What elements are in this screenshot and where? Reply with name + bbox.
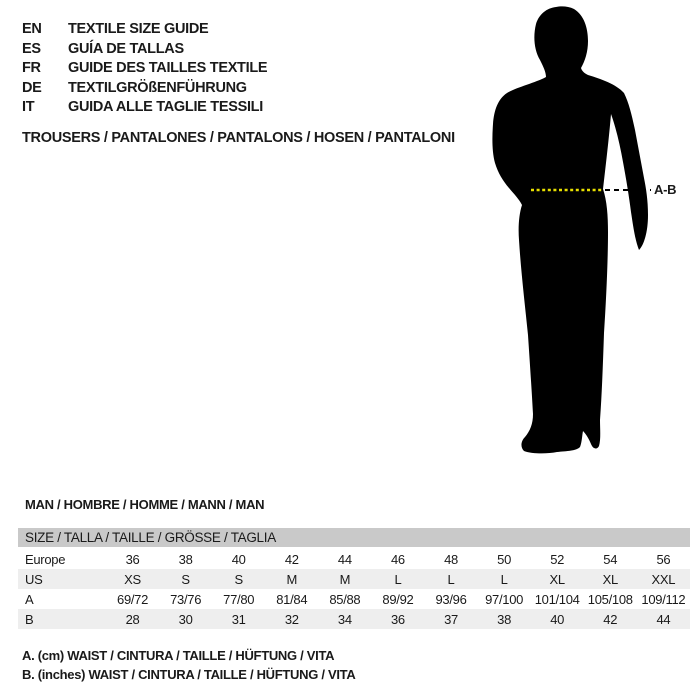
size-value: XL [531, 569, 584, 589]
footnotes [22, 647, 355, 684]
size-value: 77/80 [223, 591, 255, 607]
size-value: 38 [478, 609, 531, 629]
size-table-row-b [18, 609, 690, 629]
size-value: 42 [284, 551, 299, 567]
size-value: 32 [265, 609, 318, 629]
size-value: 40 [231, 551, 246, 567]
footnote-a: A. (cm) WAIST / CINTURA / TAILLE / HÜFTUNG / VITA [22, 648, 335, 663]
language-title: TEXTILE SIZE GUIDE [68, 21, 209, 37]
size-value: 38 [178, 551, 193, 567]
size-value: 109/112 [641, 591, 686, 607]
size-table [18, 528, 690, 629]
language-title: TEXTILGRÖßENFÜHRUNG [68, 79, 247, 96]
size-value: 28 [106, 609, 159, 629]
measure-label-ab: A-B [654, 182, 677, 197]
size-value: XL [584, 569, 637, 589]
size-value: 42 [584, 609, 637, 629]
row-label: B [18, 609, 106, 629]
size-value: S [212, 569, 265, 589]
size-value: L [424, 569, 477, 589]
size-table-row-a [18, 589, 690, 609]
footnote-b: B. (inches) WAIST / CINTURA / TAILLE / HÜFTUNG / VITA [22, 666, 356, 682]
size-value: 85/88 [329, 591, 361, 607]
size-value: 89/92 [382, 591, 414, 607]
size-value: 97/100 [485, 591, 524, 607]
size-value: 105/108 [587, 591, 633, 607]
size-value: XS [106, 569, 159, 589]
size-table-header: SIZE / TALLA / TAILLE / GRÖSSE / TAGLIA [18, 528, 690, 548]
size-value: 40 [531, 609, 584, 629]
language-list [22, 20, 267, 118]
section-title-man: MAN / HOMBRE / HOMME / MANN / MAN [25, 497, 265, 512]
language-code: IT [22, 99, 35, 115]
language-code: DE [22, 79, 42, 96]
language-code: EN [22, 21, 42, 37]
size-value: M [265, 569, 318, 589]
size-value: 31 [212, 609, 265, 629]
language-title: GUIDA ALLE TAGLIE TESSILI [68, 99, 263, 115]
size-value: 37 [424, 609, 477, 629]
size-value: 36 [125, 551, 140, 567]
size-value: 101/104 [534, 591, 580, 607]
size-value: 48 [444, 551, 458, 567]
language-row [22, 20, 267, 40]
language-row [22, 59, 267, 79]
garment-types-line: TROUSERS / PANTALONES / PANTALONS / HOSEN / PANTALONI [22, 130, 455, 146]
language-title: GUIDE DES TAILLES TEXTILE [68, 60, 268, 76]
size-value: 30 [159, 609, 212, 629]
size-value: M [318, 569, 371, 589]
size-value: XXL [637, 569, 690, 589]
size-value: 44 [637, 609, 690, 629]
size-table-row-us [18, 569, 690, 589]
language-row [22, 98, 267, 118]
size-value: 36 [371, 609, 424, 629]
size-value: 69/72 [117, 591, 149, 607]
size-value: 52 [550, 551, 565, 567]
language-row [22, 40, 267, 60]
man-silhouette-shape [492, 6, 648, 453]
size-value: 54 [603, 551, 618, 567]
language-code: FR [22, 60, 41, 76]
man-silhouette-icon [470, 0, 700, 470]
language-title: GUÍA DE TALLAS [68, 40, 184, 57]
size-table-header-row [18, 528, 690, 548]
row-label: A [25, 591, 34, 607]
size-value: L [371, 569, 424, 589]
language-row [22, 79, 267, 99]
size-value: 34 [318, 609, 371, 629]
row-label: Europe [25, 551, 66, 567]
size-value: S [159, 569, 212, 589]
size-value: 73/76 [170, 591, 202, 607]
size-value: 93/96 [435, 591, 467, 607]
size-value: 44 [337, 551, 352, 567]
size-value: L [478, 569, 531, 589]
size-value: 81/84 [276, 591, 308, 607]
size-value: 56 [656, 551, 671, 567]
size-value: 50 [497, 551, 512, 567]
row-label: US [18, 569, 106, 589]
size-value: 46 [390, 551, 405, 567]
language-code: ES [22, 40, 41, 57]
size-table-row-europe [18, 548, 690, 569]
